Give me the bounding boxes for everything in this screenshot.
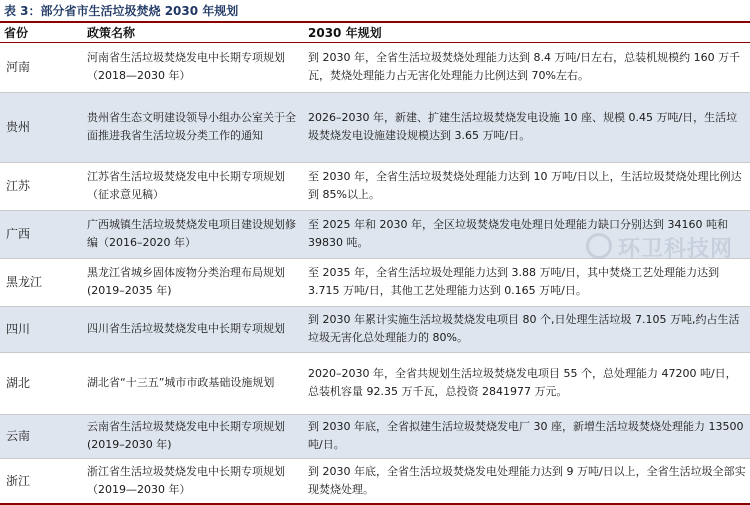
- goal-cell: 至 2035 年，全省生活垃圾处理能力达到 3.88 万吨/日，其中焚烧工艺处理能力达到 3.715 万吨/日，其他工艺处理能力达到 0.165 万吨/日。: [304, 258, 750, 306]
- province-cell: 浙江: [0, 458, 83, 504]
- policy-cell: 河南省生活垃圾焚烧发电中长期专项规划（2018—2030 年）: [83, 42, 304, 92]
- table-row: [0, 258, 750, 306]
- policy-cell: 云南省生活垃圾焚烧发电中长期专项规划(2019–2030 年): [83, 414, 304, 458]
- goal-cell: 到 2030 年底，全省生活垃圾焚烧发电处理能力达到 9 万吨/日以上，全省生活垃圾全部实现焚烧处理。: [304, 458, 750, 504]
- goal-cell: 2026–2030 年，新建、扩建生活垃圾焚烧发电设施 10 座、规模 0.45 万吨/日，生活垃圾焚烧发电设施建设规模达到 3.65 万吨/日。: [304, 92, 750, 162]
- policy-cell: 四川省生活垃圾焚烧发电中长期专项规划: [83, 306, 304, 352]
- goal-cell: 到 2030 年累计实施生活垃圾焚烧发电项目 80 个,日处理生活垃圾 7.105 万吨,约占生活垃圾无害化总处理能力的 80%。: [304, 306, 750, 352]
- table-row: [0, 92, 750, 162]
- goal-cell: 2020–2030 年，全省共规划生活垃圾焚烧发电项目 55 个，总处理能力 47200 吨/日，总装机容量 92.35 万千瓦，总投资 2841977 万元。: [304, 352, 750, 414]
- header-province: 省份: [0, 23, 83, 42]
- policy-cell: 广西城镇生活垃圾焚烧发电项目建设规划修编（2016–2020 年）: [83, 210, 304, 258]
- goal-cell: 到 2030 年，全省生活垃圾焚烧处理能力达到 8.4 万吨/日左右，总装机规模约 160 万千瓦，焚烧处理能力占无害化处理能力比例达到 70%左右。: [304, 42, 750, 92]
- table-row: [0, 210, 750, 258]
- province-cell: 四川: [0, 306, 83, 352]
- policy-cell: 江苏省生活垃圾焚烧发电中长期专项规划（征求意见稿）: [83, 162, 304, 210]
- goal-cell: 至 2030 年，全省生活垃圾焚烧处理能力达到 10 万吨/日以上，生活垃圾焚烧处理比例达到 85%以上。: [304, 162, 750, 210]
- header-policy: 政策名称: [83, 23, 304, 42]
- policy-cell: 浙江省生活垃圾焚烧发电中长期专项规划（2019—2030 年）: [83, 458, 304, 504]
- table-row: [0, 162, 750, 210]
- watermark-text: 环卫科技网: [618, 237, 734, 262]
- table-row: [0, 42, 750, 92]
- province-cell: 河南: [0, 42, 83, 92]
- policy-cell: 湖北省“十三五”城市市政基础设施规划: [83, 352, 304, 414]
- table-row: [0, 458, 750, 504]
- province-cell: 广西: [0, 210, 83, 258]
- policy-cell: 贵州省生态文明建设领导小组办公室关于全面推进我省生活垃圾分类工作的通知: [83, 92, 304, 162]
- table-caption: 表 3：部分省市生活垃圾焚烧 2030 年规划: [4, 4, 239, 18]
- province-cell: 江苏: [0, 162, 83, 210]
- table-row: [0, 352, 750, 414]
- table-row: [0, 414, 750, 458]
- goal-cell: 至 2025 年和 2030 年，全区垃圾焚烧发电处理日处理能力缺口分别达到 34160 吨和 39830 吨。: [304, 210, 750, 258]
- province-cell: 黑龙江: [0, 258, 83, 306]
- header-row: [0, 23, 750, 42]
- policy-cell: 黑龙江省城乡固体废物分类治理布局规划(2019–2035 年): [83, 258, 304, 306]
- province-cell: 贵州: [0, 92, 83, 162]
- plan-table: [0, 23, 750, 505]
- table-row: [0, 306, 750, 352]
- province-cell: 云南: [0, 414, 83, 458]
- province-cell: 湖北: [0, 352, 83, 414]
- header-plan: 2030 年规划: [304, 23, 750, 42]
- goal-cell: 到 2030 年底，全省拟建生活垃圾焚烧发电厂 30 座，新增生活垃圾焚烧处理能力 13500 吨/日。: [304, 414, 750, 458]
